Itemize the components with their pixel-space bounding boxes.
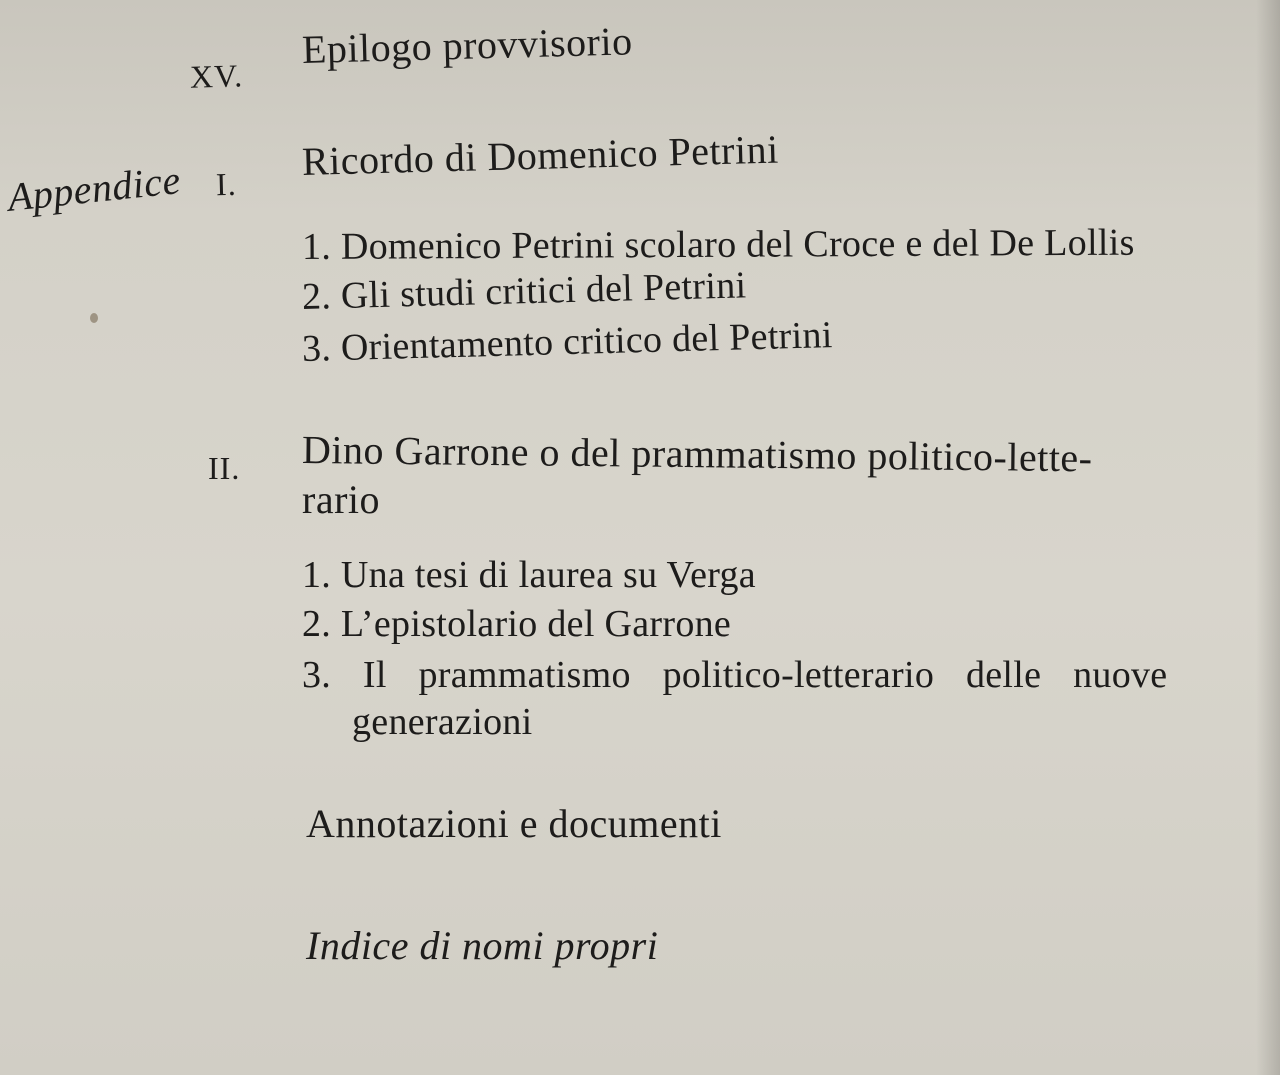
chapter-number-xv: XV. xyxy=(189,57,244,95)
appendice-label: Appendice xyxy=(5,157,183,220)
annotazioni-entry: Annotazioni e documenti xyxy=(306,801,722,846)
page-edge-shadow xyxy=(1256,0,1280,1075)
appendix-ii-item-1: 1. Una tesi di laurea su Verga xyxy=(302,554,756,596)
appendix-ii-item-2: 2. L’epistolario del Garrone xyxy=(302,603,732,645)
paper-stain xyxy=(90,313,98,323)
appendix-title-ii-line2: rario xyxy=(302,477,381,522)
appendix-i-item-3: 3. Orientamento critico del Petrini xyxy=(301,314,834,370)
appendix-number-i: I. xyxy=(215,165,238,203)
appendix-title-ii-line1: Dino Garrone o del prammatismo politico-lette- xyxy=(301,427,1093,481)
appendix-i-item-1: 1. Domenico Petrini scolaro del Croce e del De Lollis xyxy=(301,221,1135,268)
appendix-ii-item-3-continued: generazioni xyxy=(352,701,533,743)
appendix-i-item-2: 2. Gli studi critici del Petrini xyxy=(301,264,747,318)
indice-entry: Indice di nomi propri xyxy=(306,923,659,968)
chapter-title-xv: Epilogo provvisorio xyxy=(301,18,634,72)
appendix-ii-item-3: 3. Il prammatismo politico-letterario delle nuove xyxy=(302,654,1168,696)
appendix-number-ii: II. xyxy=(208,450,241,486)
appendix-title-i: Ricordo di Domenico Petrini xyxy=(301,126,780,184)
